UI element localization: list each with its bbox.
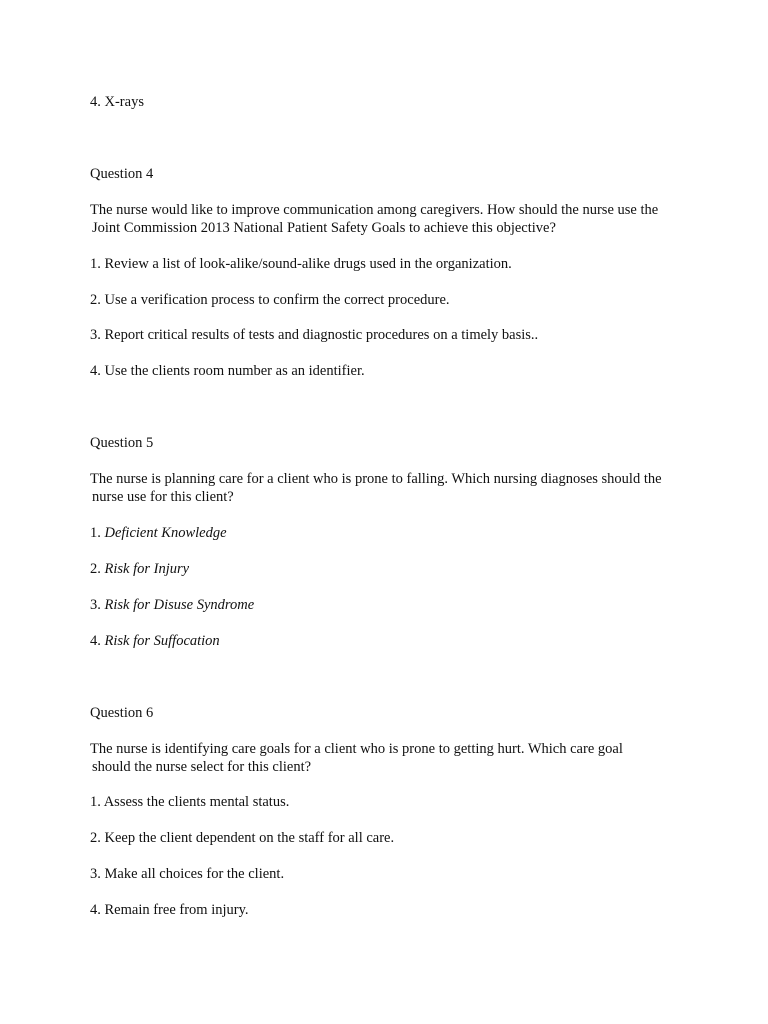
option-number: 4. — [90, 633, 105, 649]
question-5-option-1 — [90, 524, 227, 542]
question-4-stem-line-1: The nurse would like to improve communication among caregivers. How should the nurse use the — [90, 202, 659, 218]
question-5-option-4 — [90, 632, 220, 650]
option-number: 1. — [90, 525, 105, 541]
option-text: Risk for Suffocation — [104, 633, 220, 649]
previous-question-option: 4. X-rays — [90, 94, 144, 110]
option-number: 3. — [90, 597, 105, 613]
question-5-option-2 — [90, 560, 189, 578]
question-6-stem-line-1: The nurse is identifying care goals for a client who is prone to getting hurt. Which care goal — [90, 741, 623, 757]
question-5-stem-line-1: The nurse is planning care for a client who is prone to falling. Which nursing diagnoses should the — [90, 471, 662, 487]
question-4-heading: Question 4 — [90, 166, 154, 182]
question-6-option-3: 3. Make all choices for the client. — [90, 866, 285, 882]
question-4-option-3: 3. Report critical results of tests and diagnostic procedures on a timely basis.. — [90, 327, 539, 343]
question-6-option-4: 4. Remain free from injury. — [90, 902, 249, 918]
option-text: Risk for Disuse Syndrome — [104, 597, 255, 613]
question-4-option-1: 1. Review a list of look-alike/sound-alike drugs used in the organization. — [90, 256, 512, 272]
question-4-option-2: 2. Use a verification process to confirm the correct procedure. — [90, 292, 450, 308]
question-4-option-4: 4. Use the clients room number as an identifier. — [90, 363, 365, 379]
question-6-stem-line-2: should the nurse select for this client? — [92, 759, 312, 775]
question-5-stem-line-2: nurse use for this client? — [92, 489, 234, 505]
question-5-heading: Question 5 — [90, 435, 154, 451]
question-6-option-1: 1. Assess the clients mental status. — [90, 794, 290, 810]
option-text: Risk for Injury — [104, 561, 190, 577]
option-text: Deficient Knowledge — [104, 525, 227, 541]
question-6-heading: Question 6 — [90, 705, 154, 721]
option-number: 2. — [90, 561, 105, 577]
question-4-stem-line-2: Joint Commission 2013 National Patient Safety Goals to achieve this objective? — [92, 220, 556, 236]
question-6-option-2: 2. Keep the client dependent on the staff for all care. — [90, 830, 395, 846]
question-5-option-3 — [90, 596, 254, 614]
